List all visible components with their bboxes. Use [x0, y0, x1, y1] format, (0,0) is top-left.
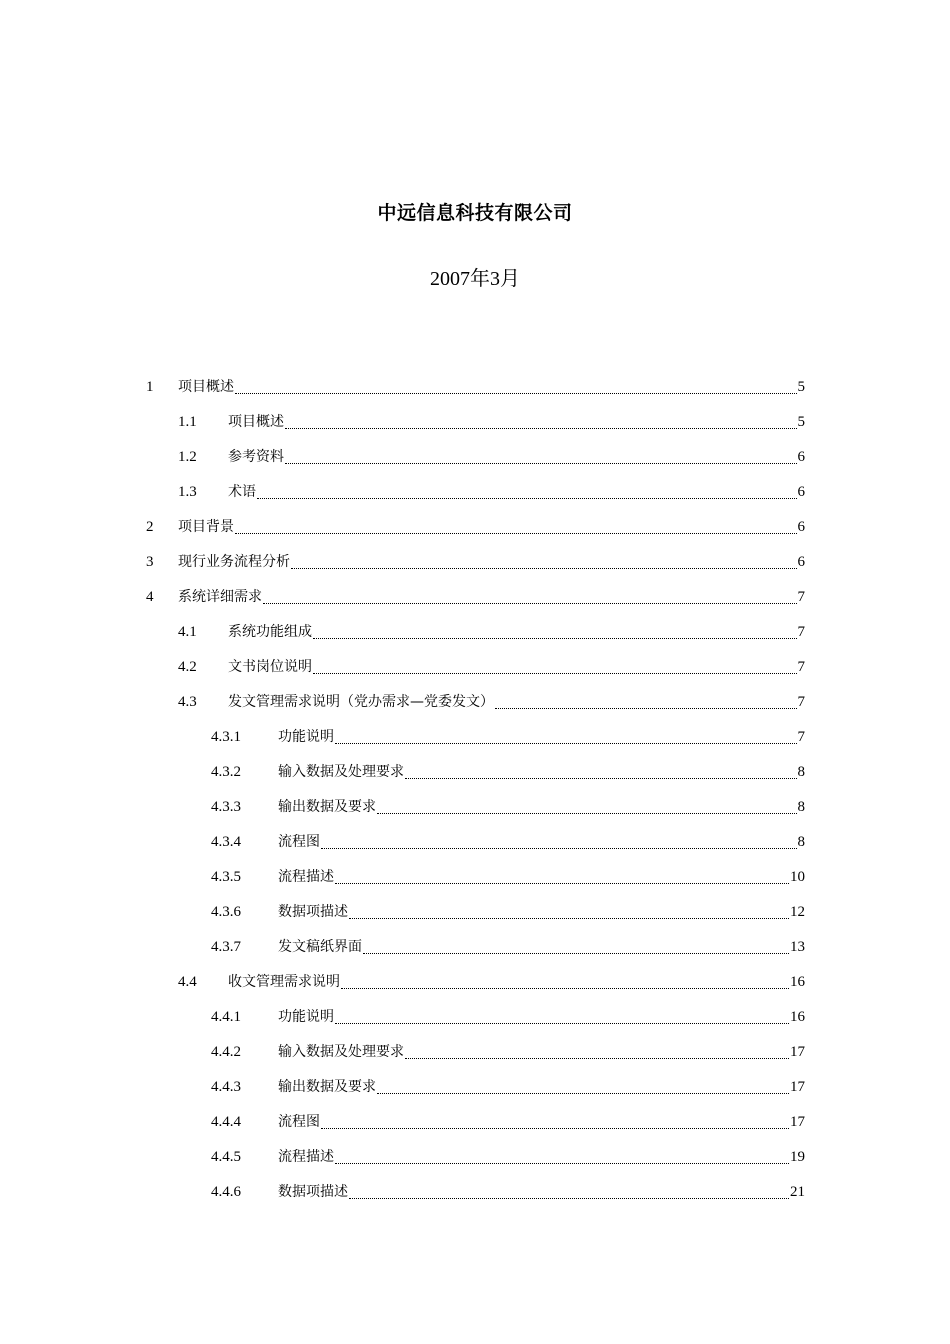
toc-dot-leader [291, 568, 797, 569]
toc-entry[interactable] [178, 650, 805, 685]
toc-entry-title: 输出数据及要求 [278, 1079, 376, 1095]
toc-entry-page: 10 [790, 869, 805, 885]
toc-entry-title: 参考资料 [228, 449, 284, 465]
toc-entry-number: 4 [146, 589, 154, 605]
toc-entry[interactable] [211, 1035, 805, 1070]
toc-entry-page: 21 [790, 1184, 805, 1200]
toc-dot-leader [285, 428, 797, 429]
toc-entry-page: 7 [797, 659, 805, 675]
toc-entry-title: 功能说明 [278, 1009, 334, 1025]
toc-entry-number: 4.3 [178, 694, 197, 710]
toc-entry-page: 6 [797, 449, 805, 465]
toc-dot-leader [377, 1093, 789, 1094]
toc-dot-leader [335, 743, 797, 744]
toc-entry[interactable] [211, 1175, 805, 1210]
toc-entry-title: 项目概述 [178, 379, 234, 395]
toc-dot-leader [335, 1023, 789, 1024]
toc-entry[interactable] [146, 370, 805, 405]
toc-entry-page: 5 [797, 414, 805, 430]
toc-dot-leader [405, 1058, 789, 1059]
toc-entry-title: 系统详细需求 [178, 589, 262, 605]
toc-entry-title: 项目概述 [228, 414, 284, 430]
toc-dot-leader [313, 673, 797, 674]
toc-entry-page: 6 [797, 554, 805, 570]
toc-entry-page: 13 [790, 939, 805, 955]
toc-entry-number: 4.3.7 [211, 939, 241, 955]
document-date: 2007年3月 [430, 268, 520, 290]
toc-entry-page: 17 [790, 1079, 805, 1095]
toc-dot-leader [495, 708, 797, 709]
toc-dot-leader [321, 848, 797, 849]
toc-entry-title: 流程图 [278, 834, 320, 850]
toc-entry-title: 输入数据及处理要求 [278, 764, 404, 780]
toc-entry-number: 4.3.3 [211, 799, 241, 815]
toc-entry-number: 4.3.6 [211, 904, 241, 920]
toc-entry-number: 2 [146, 519, 154, 535]
toc-entry-number: 4.4.1 [211, 1009, 241, 1025]
toc-entry-page: 7 [797, 694, 805, 710]
toc-entry-number: 4.4.6 [211, 1184, 241, 1200]
toc-dot-leader [335, 883, 789, 884]
toc-dot-leader [341, 988, 789, 989]
toc-entry-title: 流程描述 [278, 869, 334, 885]
toc-entry-page: 6 [797, 484, 805, 500]
toc-entry-number: 4.2 [178, 659, 197, 675]
toc-dot-leader [335, 1163, 789, 1164]
toc-entry[interactable] [178, 405, 805, 440]
toc-entry-number: 4.4.3 [211, 1079, 241, 1095]
toc-entry[interactable] [211, 1140, 805, 1175]
toc-dot-leader [349, 1198, 789, 1199]
toc-entry-number: 4.3.5 [211, 869, 241, 885]
toc-entry[interactable] [211, 930, 805, 965]
toc-entry-page: 8 [797, 764, 805, 780]
toc-entry-number: 1 [146, 379, 154, 395]
toc-entry-page: 19 [790, 1149, 805, 1165]
toc-entry[interactable] [211, 790, 805, 825]
toc-entry-number: 4.4.4 [211, 1114, 241, 1130]
toc-entry-title: 数据项描述 [278, 1184, 348, 1200]
toc-dot-leader [349, 918, 789, 919]
toc-entry-title: 系统功能组成 [228, 624, 312, 640]
toc-entry[interactable] [178, 685, 805, 720]
toc-entry[interactable] [178, 475, 805, 510]
toc-entry-title: 数据项描述 [278, 904, 348, 920]
toc-dot-leader [377, 813, 797, 814]
toc-dot-leader [235, 533, 797, 534]
toc-entry-number: 4.4 [178, 974, 197, 990]
toc-dot-leader [405, 778, 797, 779]
toc-entry-page: 12 [790, 904, 805, 920]
toc-entry[interactable] [146, 580, 805, 615]
toc-entry-title: 发文管理需求说明（党办需求—党委发文） [228, 694, 494, 710]
toc-entry-title: 输入数据及处理要求 [278, 1044, 404, 1060]
toc-entry-number: 3 [146, 554, 154, 570]
toc-entry-page: 16 [790, 1009, 805, 1025]
toc-dot-leader [313, 638, 797, 639]
toc-entry-number: 4.4.5 [211, 1149, 241, 1165]
toc-entry-number: 4.3.1 [211, 729, 241, 745]
toc-entry[interactable] [211, 860, 805, 895]
toc-entry[interactable] [211, 1000, 805, 1035]
toc-entry[interactable] [178, 440, 805, 475]
toc-entry-number: 1.2 [178, 449, 197, 465]
toc-entry-page: 7 [797, 729, 805, 745]
toc-entry-page: 8 [797, 834, 805, 850]
toc-entry-title: 现行业务流程分析 [178, 554, 290, 570]
toc-entry-title: 输出数据及要求 [278, 799, 376, 815]
toc-dot-leader [257, 498, 797, 499]
toc-dot-leader [285, 463, 797, 464]
toc-entry[interactable] [178, 965, 805, 1000]
toc-entry[interactable] [211, 720, 805, 755]
toc-entry-page: 8 [797, 799, 805, 815]
toc-entry[interactable] [211, 755, 805, 790]
toc-entry-title: 项目背景 [178, 519, 234, 535]
toc-entry[interactable] [178, 615, 805, 650]
toc-entry-page: 7 [797, 624, 805, 640]
toc-entry-page: 5 [797, 379, 805, 395]
toc-entry-title: 文书岗位说明 [228, 659, 312, 675]
toc-entry-title: 流程图 [278, 1114, 320, 1130]
toc-entry-title: 收文管理需求说明 [228, 974, 340, 990]
toc-entry-title: 术语 [228, 484, 256, 500]
toc-entry-number: 4.3.2 [211, 764, 241, 780]
toc-entry-page: 16 [790, 974, 805, 990]
toc-entry-title: 流程描述 [278, 1149, 334, 1165]
company-name: 中远信息科技有限公司 [377, 202, 573, 224]
toc-dot-leader [263, 603, 797, 604]
toc-entry[interactable] [146, 545, 805, 580]
toc-entry-number: 4.3.4 [211, 834, 241, 850]
toc-entry[interactable] [211, 1105, 805, 1140]
toc-entry-page: 17 [790, 1044, 805, 1060]
toc-entry-number: 4.4.2 [211, 1044, 241, 1060]
toc-entry[interactable] [211, 895, 805, 930]
toc-entry-page: 6 [797, 519, 805, 535]
toc-entry-title: 发文稿纸界面 [278, 939, 362, 955]
toc-entry-page: 7 [797, 589, 805, 605]
toc-entry-number: 1.1 [178, 414, 197, 430]
toc-entry-page: 17 [790, 1114, 805, 1130]
toc-dot-leader [363, 953, 789, 954]
toc-dot-leader [321, 1128, 789, 1129]
toc-entry-number: 1.3 [178, 484, 197, 500]
toc-entry[interactable] [211, 825, 805, 860]
toc-entry[interactable] [146, 510, 805, 545]
toc-entry-number: 4.1 [178, 624, 197, 640]
toc-entry[interactable] [211, 1070, 805, 1105]
toc-dot-leader [235, 393, 797, 394]
toc-entry-title: 功能说明 [278, 729, 334, 745]
